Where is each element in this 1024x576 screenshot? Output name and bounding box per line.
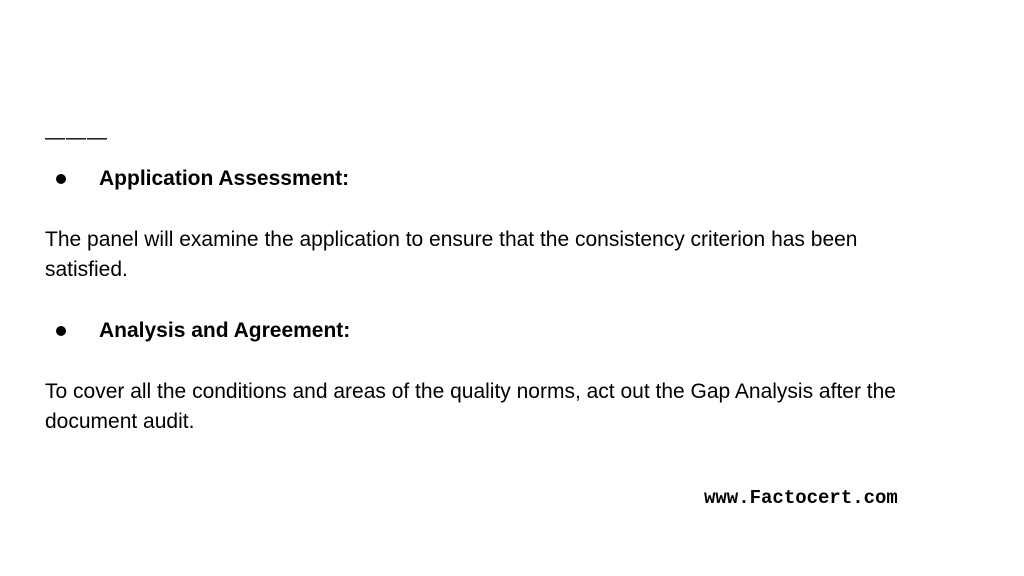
website-url: www.Factocert.com bbox=[704, 487, 898, 509]
bullet-icon bbox=[56, 174, 66, 184]
divider-dashes: ——— bbox=[45, 127, 108, 149]
bullet-item-application-assessment bbox=[52, 166, 349, 192]
paragraph-analysis-agreement: To cover all the conditions and areas of the quality norms, act out the Gap Analysis after the document audit. bbox=[45, 380, 896, 433]
bullet-heading: Application Assessment: bbox=[99, 167, 350, 190]
bullet-item-analysis-agreement bbox=[52, 318, 350, 344]
bullet-icon bbox=[56, 326, 66, 336]
bullet-heading: Analysis and Agreement: bbox=[99, 319, 351, 342]
paragraph-application-assessment: The panel will examine the application to ensure that the consistency criterion has been satisfied. bbox=[45, 228, 858, 281]
